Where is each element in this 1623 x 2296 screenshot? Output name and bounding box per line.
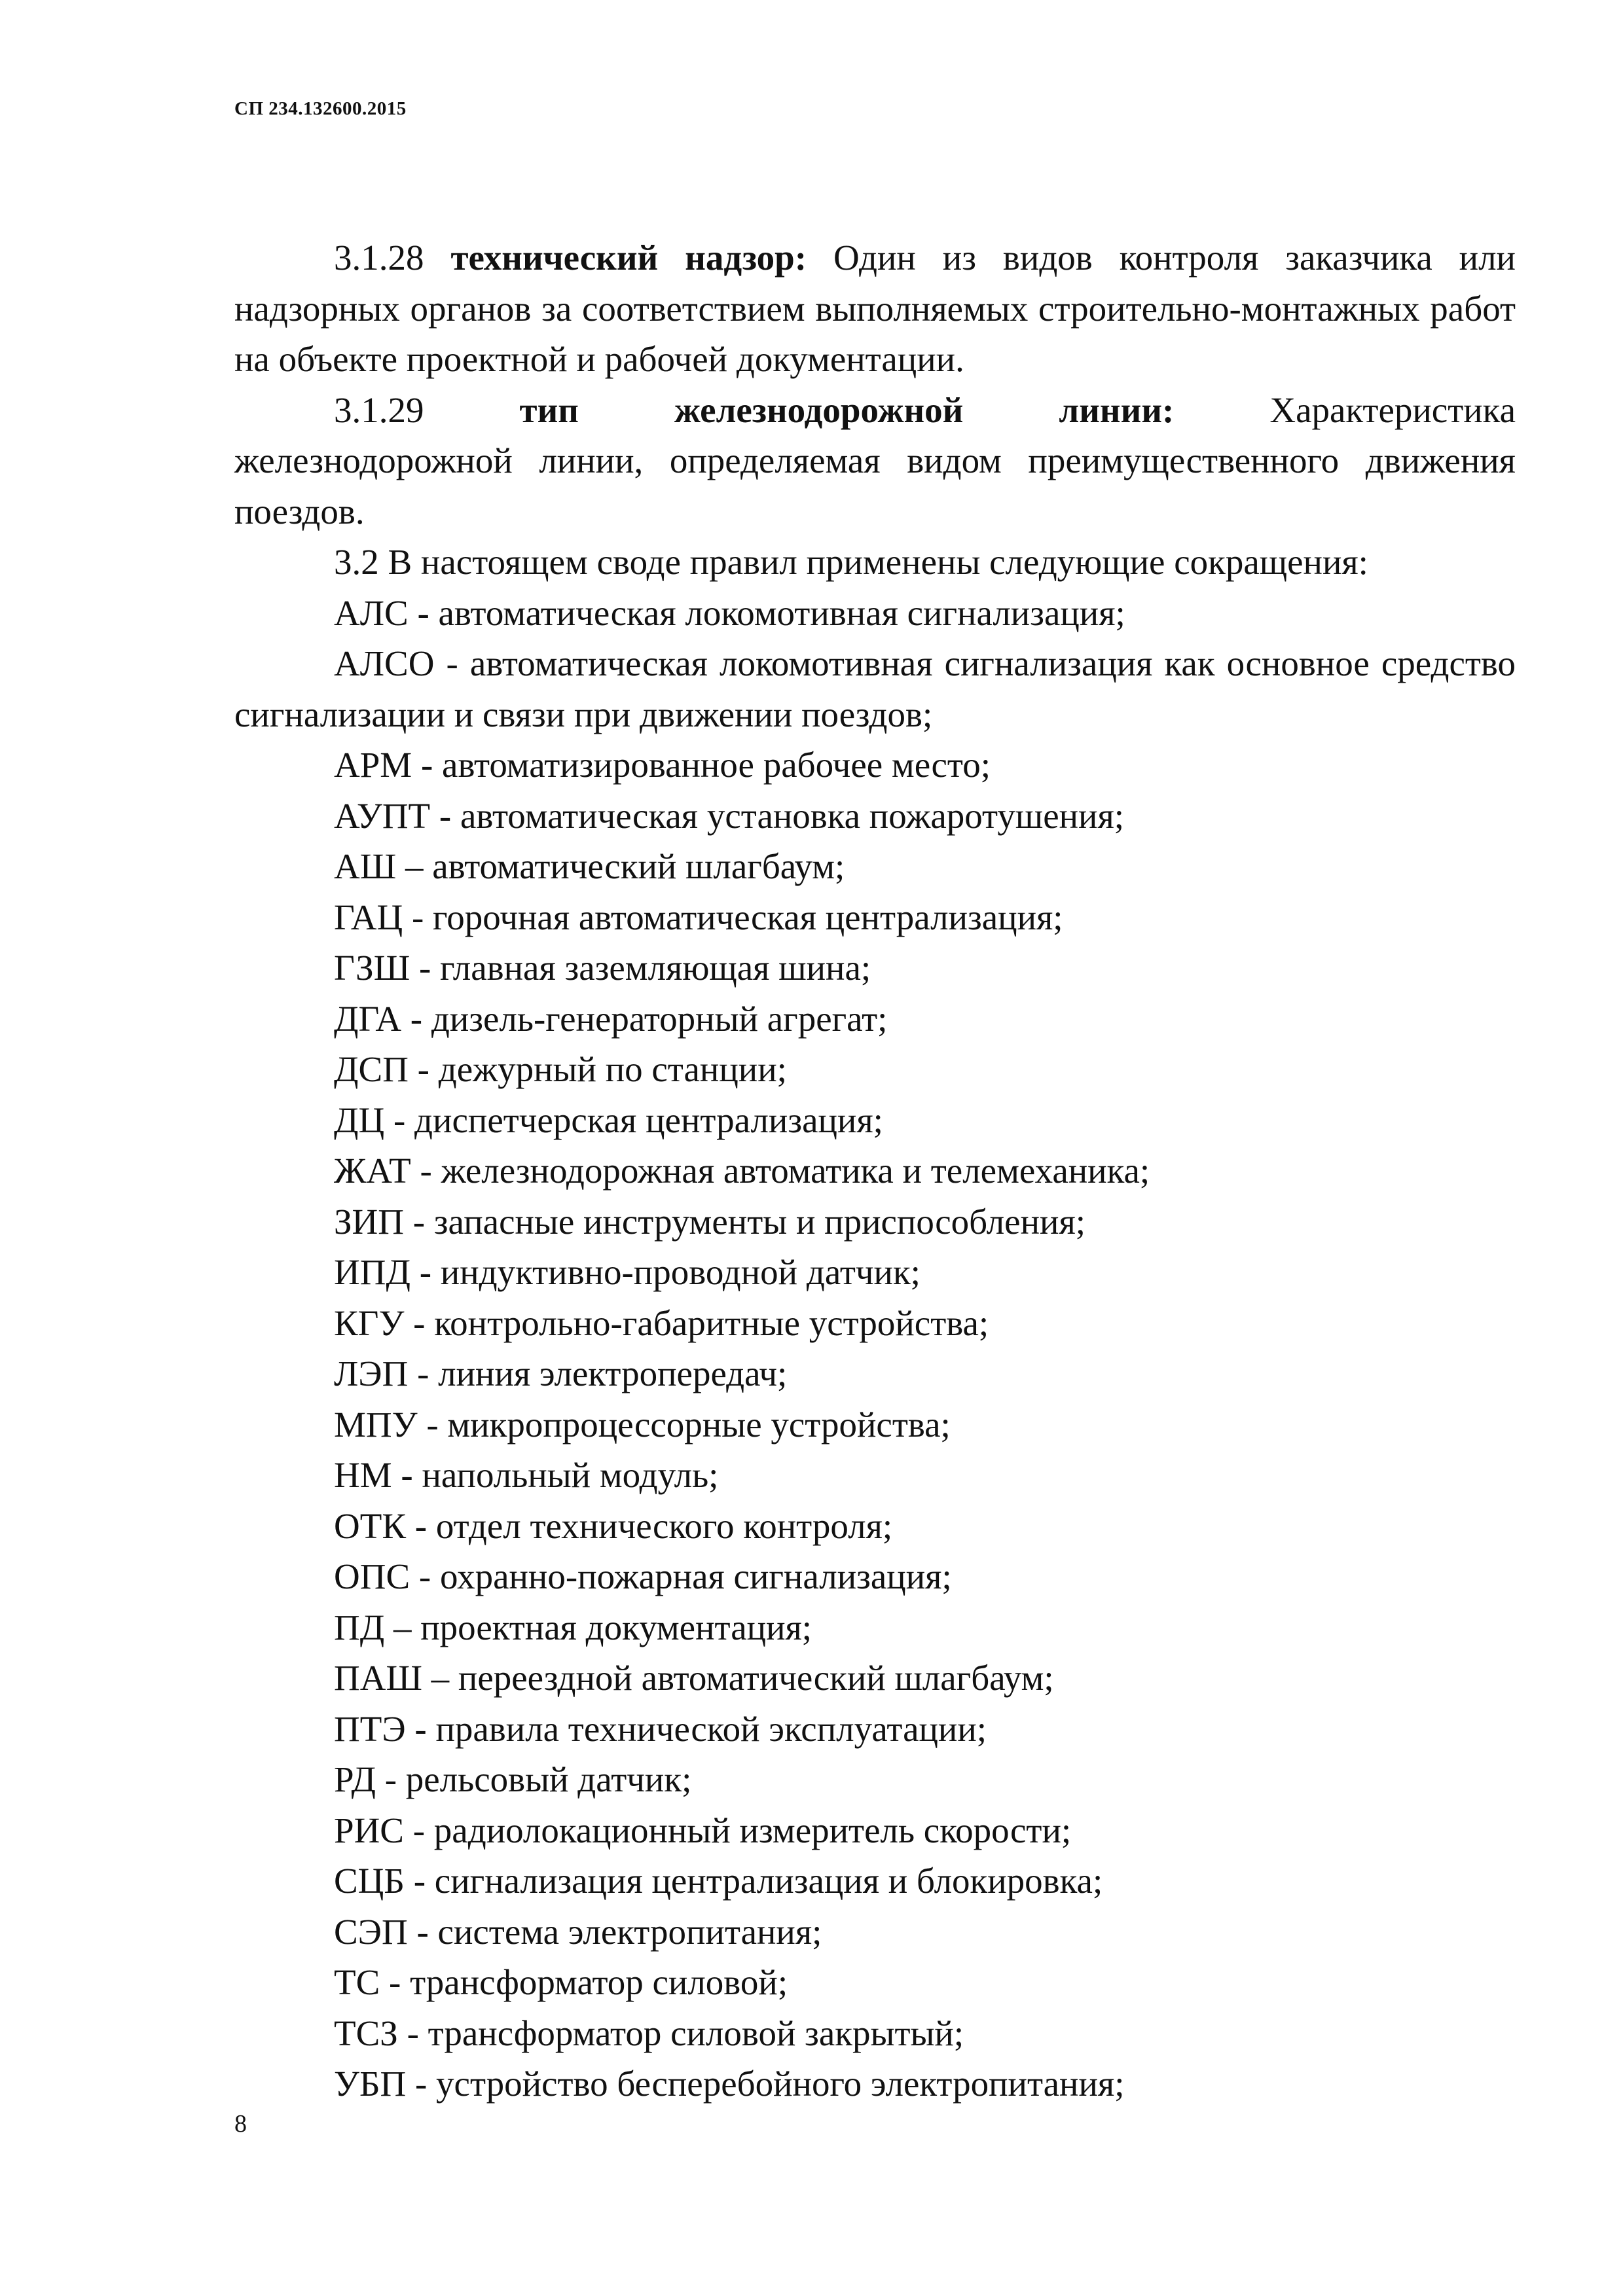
abbreviation-item: КГУ - контрольно-габаритные устройства; — [334, 1302, 989, 1343]
definition-text: железнодорожной линии, определяемая видом преимущественного движения поездов. — [234, 440, 1516, 531]
abbreviation-item: АЛС - автоматическая локомотивная сигнализация; — [334, 592, 1125, 633]
definition-term-word: линии: — [1059, 389, 1175, 430]
definition-3-1-28 — [234, 232, 1516, 385]
abbreviation-item: АУПТ - автоматическая установка пожаротушения; — [334, 795, 1125, 836]
definition-term-word: тип — [519, 389, 579, 430]
abbreviation-item: ДГА - дизель-генераторный агрегат; — [334, 998, 888, 1039]
abbreviation-item: ГЗШ - главная заземляющая шина; — [334, 948, 871, 988]
abbreviation-item: ЛЭП - линия электропередач; — [334, 1354, 788, 1393]
abbreviation-item: ДЦ - диспетчерская централизация; — [334, 1100, 883, 1140]
abbreviation-item: ДСП - дежурный по станции; — [334, 1049, 787, 1089]
abbreviation-item: ЗИП - запасные инструменты и приспособления; — [334, 1201, 1086, 1242]
abbreviation-item: НМ - напольный модуль; — [334, 1455, 719, 1495]
abbreviation-item: ПД – проектная документация; — [334, 1607, 812, 1647]
abbreviation-item: ГАЦ - горочная автоматическая централизация; — [334, 897, 1063, 937]
section-intro: 3.2 В настоящем своде правил применены следующие сокращения: — [334, 542, 1368, 582]
abbreviation-item: УБП - устройство бесперебойного электропитания; — [334, 2064, 1125, 2104]
abbreviation-item: ЖАТ - железнодорожная автоматика и телемеханика; — [334, 1151, 1150, 1191]
abbreviation-item: АШ – автоматический шлагбаум; — [334, 846, 845, 886]
abbreviation-item: РИС - радиолокационный измеритель скорости; — [334, 1810, 1072, 1850]
abbreviation-item: СЭП - система электропитания; — [334, 1911, 822, 1952]
abbreviation-item: АРМ - автоматизированное рабочее место; — [334, 745, 991, 785]
abbreviation-item: ПТЭ - правила технической эксплуатации; — [334, 1708, 987, 1749]
abbreviation-item: ОПС - охранно-пожарная сигнализация; — [334, 1556, 952, 1596]
page-number: 8 — [234, 2110, 247, 2138]
definition-term-word: железнодорожной — [674, 389, 964, 430]
abbreviation-item: ОТК - отдел технического контроля; — [334, 1505, 893, 1546]
document-code-header: СП 234.132600.2015 — [234, 98, 407, 119]
definition-text: Один из видов контроля заказчика или надзорных органов за соответствием выполняемых строительно-монтажных работ на объекте проектной и рабочей документации. — [234, 238, 1516, 379]
abbreviation-item: АЛСО - автоматическая локомотивная сигнализация как основное средство сигнализации и связи при движении поездов; — [234, 643, 1516, 734]
definition-3-1-29-first-line — [234, 385, 1516, 436]
abbreviation-item: МПУ - микропроцессорные устройства; — [334, 1404, 951, 1444]
abbreviation-item: ПАШ – переездной автоматический шлагбаум; — [334, 1658, 1054, 1698]
abbreviation-item: ТС - трансформатор силовой; — [334, 1962, 788, 2002]
definition-number: 3.1.28 — [334, 238, 424, 278]
abbreviations-list — [234, 588, 1516, 2109]
definition-first-word: Характеристика — [1269, 389, 1516, 430]
abbreviation-item: ТСЗ - трансформатор силовой закрытый; — [334, 2013, 964, 2053]
abbreviation-item: РД - рельсовый датчик; — [334, 1759, 692, 1799]
definition-number: 3.1.29 — [334, 389, 424, 430]
document-body — [234, 232, 1516, 2109]
definition-term: технический надзор: — [450, 238, 807, 278]
abbreviation-item: ИПД - индуктивно-проводной датчик; — [334, 1252, 921, 1292]
abbreviation-item: СЦБ - сигнализация централизация и блокировка; — [334, 1861, 1103, 1901]
